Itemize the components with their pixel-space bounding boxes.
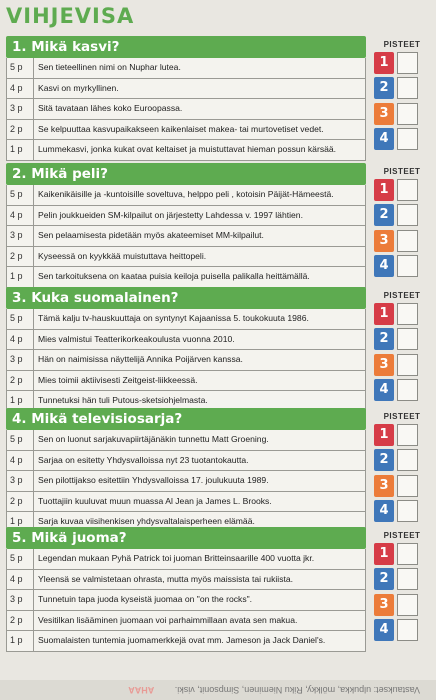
clue-points: 3 p [7, 471, 34, 491]
score-box[interactable] [397, 424, 418, 446]
clue-points: 2 p [7, 492, 34, 512]
clue-points: 4 p [7, 570, 34, 590]
clue-text: Mies toimii aktiivisesti Zeitgeist-liikkeessä. [38, 374, 198, 385]
score-box[interactable] [397, 303, 418, 325]
score-row [374, 378, 430, 404]
clue-row [7, 350, 365, 371]
clue-text: Sen pilottijakso esitettiin Yhdysvalloissa 17. joulukuuta 1989. [38, 475, 269, 485]
clue-points: 1 p [7, 140, 34, 160]
score-row [374, 301, 430, 327]
clue-table [6, 430, 366, 533]
score-box[interactable] [397, 204, 418, 226]
question-block [6, 527, 366, 652]
score-label: PISTEET [383, 531, 421, 540]
clue-text: Pelin joukkueiden SM-kilpailut on järjestetty Lahdessa v. 1997 lähtien. [38, 209, 303, 220]
page-title: VIHJEVISA [6, 4, 135, 28]
score-box[interactable] [397, 379, 418, 401]
player-number-badge: 4 [374, 255, 394, 277]
score-box[interactable] [397, 179, 418, 201]
clue-table [6, 58, 366, 161]
clue-text: Tämä kalju tv-hauskuuttaja on syntynyt Kajaanissa 5. toukokuuta 1986. [38, 313, 309, 323]
score-label: PISTEET [383, 412, 421, 421]
question-heading: 5. Mikä juoma? [6, 527, 366, 549]
score-box[interactable] [397, 128, 418, 150]
player-number-badge: 1 [374, 543, 394, 565]
player-number-badge: 1 [374, 303, 394, 325]
score-panel [374, 291, 430, 403]
player-number-badge: 3 [374, 103, 394, 125]
clue-row [7, 58, 365, 79]
score-label: PISTEET [383, 291, 421, 300]
clue-text: Mies valmistui Teatterikorkeakoulusta vuonna 2010. [38, 333, 235, 344]
question-block [6, 408, 366, 533]
clue-points: 1 p [7, 267, 34, 287]
clue-text: Suomalaisten tuntemia juomamerkkejä ovat mm. Jameson ja Jack Daniel's. [38, 635, 326, 645]
score-panel [374, 412, 430, 524]
score-row [374, 473, 430, 499]
clue-points: 1 p [7, 391, 34, 411]
clue-text: Hän on naimisissa näyttelijä Annika Poijärven kanssa. [38, 354, 243, 364]
clue-text: Yleensä se valmistetaan ohrasta, mutta myös maissista tai rukiista. [38, 573, 294, 584]
player-number-badge: 1 [374, 52, 394, 74]
clue-points: 3 p [7, 99, 34, 119]
clue-text: Sitä tavataan lähes koko Euroopassa. [38, 103, 183, 113]
question-heading: 3. Kuka suomalainen? [6, 287, 366, 309]
clue-points: 2 p [7, 247, 34, 267]
score-row [374, 422, 430, 448]
player-number-badge: 3 [374, 594, 394, 616]
clue-points: 4 p [7, 206, 34, 226]
clue-points: 5 p [7, 185, 34, 205]
clue-table [6, 549, 366, 652]
player-number-badge: 2 [374, 568, 394, 590]
clue-text: Tunnetuksi hän tuli Putous-sketsiohjelmasta. [38, 395, 208, 405]
score-row [374, 228, 430, 254]
player-number-badge: 4 [374, 379, 394, 401]
player-number-badge: 3 [374, 475, 394, 497]
score-row [374, 352, 430, 378]
score-box[interactable] [397, 255, 418, 277]
clue-row [7, 570, 365, 591]
player-number-badge: 4 [374, 619, 394, 641]
score-box[interactable] [397, 449, 418, 471]
clue-points: 5 p [7, 309, 34, 329]
clue-table [6, 185, 366, 288]
clue-points: 1 p [7, 631, 34, 651]
clue-row [7, 611, 365, 632]
clue-points: 2 p [7, 120, 34, 140]
player-number-badge: 3 [374, 354, 394, 376]
clue-row [7, 79, 365, 100]
score-row [374, 618, 430, 644]
score-row [374, 127, 430, 153]
score-row [374, 177, 430, 203]
clue-text: Tunnetuin tapa juoda kyseistä juomaa on "on the rocks". [38, 594, 253, 604]
player-number-badge: 4 [374, 500, 394, 522]
score-row [374, 203, 430, 229]
clue-points: 5 p [7, 58, 34, 78]
score-row [374, 592, 430, 618]
clue-table [6, 309, 366, 412]
question-block [6, 163, 366, 288]
clue-row [7, 247, 365, 268]
clue-row [7, 309, 365, 330]
clue-points: 2 p [7, 371, 34, 391]
clue-points: 4 p [7, 79, 34, 99]
player-number-badge: 1 [374, 179, 394, 201]
score-panel [374, 167, 430, 279]
clue-row [7, 471, 365, 492]
score-row [374, 567, 430, 593]
score-box[interactable] [397, 543, 418, 565]
clue-text: Sen on luonut sarjakuvapiirtäjänäkin tunnettu Matt Groening. [38, 434, 269, 444]
score-row [374, 448, 430, 474]
clue-row [7, 140, 365, 161]
clue-row [7, 371, 365, 392]
clue-text: Sarjaa on esitetty Yhdysvalloissa nyt 23 tuotantokautta. [38, 454, 249, 465]
clue-row [7, 185, 365, 206]
clue-points: 3 p [7, 590, 34, 610]
clue-text: Kasvi on myrkyllinen. [38, 82, 119, 93]
clue-points: 1 p [7, 512, 34, 532]
score-label: PISTEET [383, 167, 421, 176]
score-panel [374, 531, 430, 643]
clue-text: Kyseessä on kyykkää muistuttava heittopeli. [38, 250, 207, 261]
clue-row [7, 267, 365, 288]
player-number-badge: 2 [374, 77, 394, 99]
clue-points: 4 p [7, 451, 34, 471]
question-block [6, 287, 366, 412]
clue-row [7, 451, 365, 472]
question-block [6, 36, 366, 161]
score-panel [374, 40, 430, 152]
clue-row [7, 631, 365, 652]
clue-text: Sen pelaamisesta pidetään myös akateemiset MM-kilpailut. [38, 230, 264, 240]
player-number-badge: 1 [374, 424, 394, 446]
score-box[interactable] [397, 52, 418, 74]
score-row [374, 327, 430, 353]
question-heading: 4. Mikä televisiosarja? [6, 408, 366, 430]
score-box[interactable] [397, 500, 418, 522]
clue-text: Vesitilkan lisääminen juomaan voi parhaimmillaan avata sen makua. [38, 614, 298, 625]
score-row [374, 101, 430, 127]
clue-text: Kaikenikäisille ja -kuntoisille soveltuva, helppo peli , kotoisin Päijät-Hämeestä. [38, 189, 334, 199]
clue-row [7, 492, 365, 513]
player-number-badge: 3 [374, 230, 394, 252]
score-box[interactable] [397, 475, 418, 497]
score-box[interactable] [397, 354, 418, 376]
clue-points: 4 p [7, 330, 34, 350]
clue-text: Sen tarkoituksena on kaataa puisia keiloja puisella palikalla heittämällä. [38, 271, 310, 281]
score-box[interactable] [397, 594, 418, 616]
answers-footer [0, 680, 436, 700]
question-heading: 1. Mikä kasvi? [6, 36, 366, 58]
score-row [374, 76, 430, 102]
score-box[interactable] [397, 77, 418, 99]
clue-row [7, 206, 365, 227]
score-box[interactable] [397, 619, 418, 641]
player-number-badge: 2 [374, 449, 394, 471]
clue-text: Tuottajiin kuuluvat muun muassa Al Jean ja James L. Brooks. [38, 495, 272, 506]
clue-row [7, 590, 365, 611]
clue-row [7, 120, 365, 141]
score-box[interactable] [397, 568, 418, 590]
clue-row [7, 99, 365, 120]
clue-text: Se kelpuuttaa kasvupaikakseen kaikenlaiset makea- tai murtovetiset vedet. [38, 123, 324, 134]
clue-row [7, 430, 365, 451]
score-box[interactable] [397, 103, 418, 125]
score-row [374, 541, 430, 567]
clue-row [7, 330, 365, 351]
score-row [374, 254, 430, 280]
score-box[interactable] [397, 230, 418, 252]
answers-text: Vastaukset: ulpukka, mölkky, Riku Nieminen, Simpsonit, viski. [174, 685, 420, 695]
score-row [374, 499, 430, 525]
clue-row [7, 226, 365, 247]
player-number-badge: 2 [374, 328, 394, 350]
score-label: PISTEET [383, 40, 421, 49]
clue-text: Sarja kuvaa viisihenkisen yhdysvaltalaisperheen elämää. [38, 516, 255, 526]
clue-points: 3 p [7, 350, 34, 370]
score-box[interactable] [397, 328, 418, 350]
clue-text: Legendan mukaan Pyhä Patrick toi juoman Britteinsaarille 400 vuotta jkr. [38, 553, 315, 563]
clue-points: 3 p [7, 226, 34, 246]
score-row [374, 50, 430, 76]
brand-logo: AHAA [128, 685, 155, 695]
question-heading: 2. Mikä peli? [6, 163, 366, 185]
clue-row [7, 549, 365, 570]
clue-points: 2 p [7, 611, 34, 631]
player-number-badge: 2 [374, 204, 394, 226]
clue-text: Lummekasvi, jonka kukat ovat keltaiset ja muistuttavat hieman possun kärsää. [38, 144, 337, 154]
clue-points: 5 p [7, 430, 34, 450]
player-number-badge: 4 [374, 128, 394, 150]
clue-text: Sen tieteellinen nimi on Nuphar lutea. [38, 62, 181, 72]
clue-points: 5 p [7, 549, 34, 569]
